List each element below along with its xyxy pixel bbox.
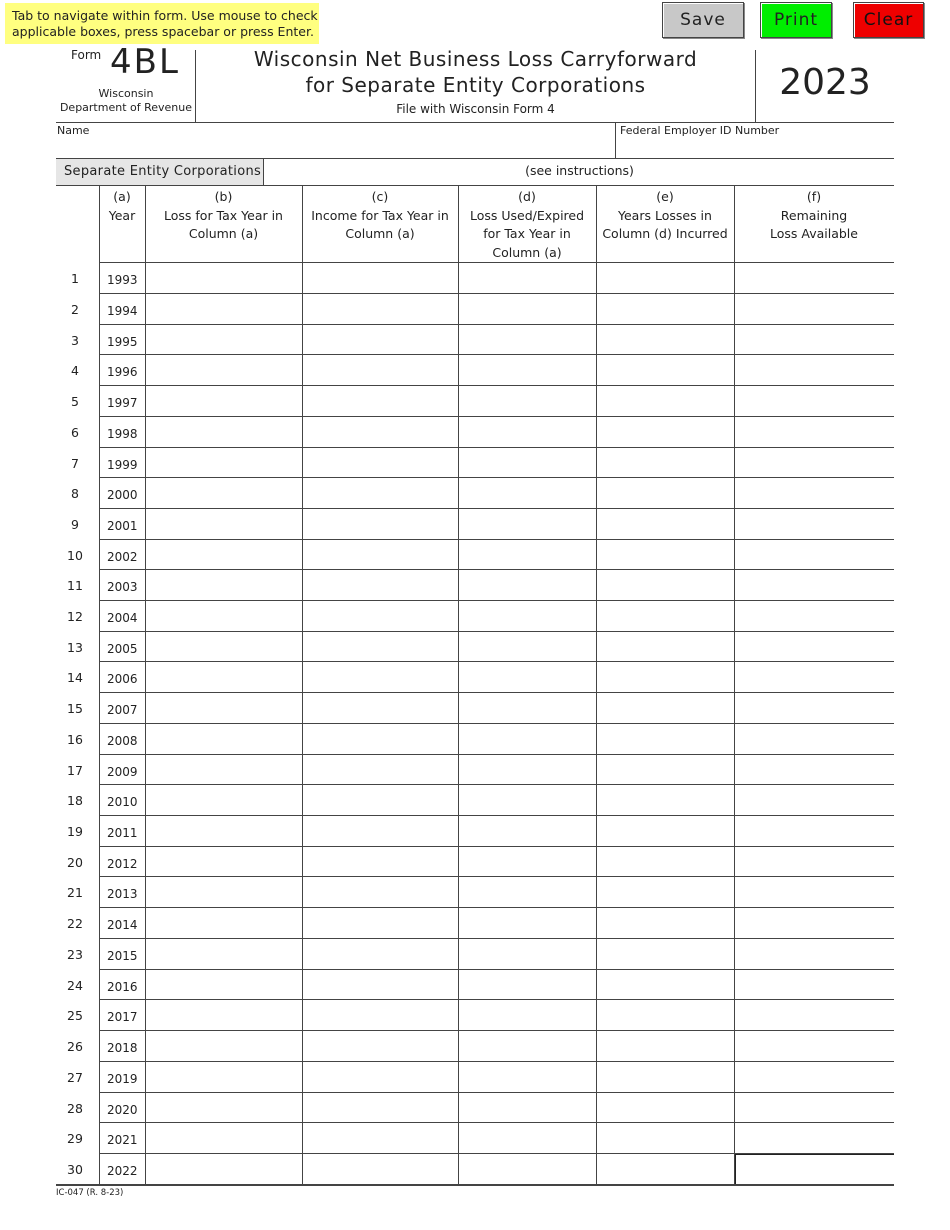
column-header-text: (e) [656, 189, 674, 204]
amount-field[interactable] [146, 816, 302, 846]
title-line-2: for Separate Entity Corporations [305, 73, 646, 97]
row-number: 7 [71, 456, 79, 471]
amount-field[interactable] [303, 540, 458, 569]
row-number: 23 [67, 947, 83, 962]
amount-field[interactable] [735, 1031, 894, 1061]
amount-field[interactable] [735, 570, 894, 600]
amount-field[interactable] [597, 601, 734, 631]
amount-field[interactable] [303, 478, 458, 508]
amount-field[interactable] [146, 847, 302, 876]
row-number: 17 [67, 763, 83, 778]
column-divider [99, 186, 100, 1185]
amount-field[interactable] [459, 785, 596, 815]
column-header-text: Column (a) [345, 226, 415, 241]
row-number: 6 [71, 425, 79, 440]
amount-field[interactable] [303, 724, 458, 754]
row-number: 25 [67, 1008, 83, 1023]
row-year: 2014 [107, 918, 138, 932]
amount-field[interactable] [597, 816, 734, 846]
amount-field[interactable] [597, 417, 734, 447]
amount-field[interactable] [459, 632, 596, 661]
tax-year: 2023 [779, 62, 871, 103]
amount-field[interactable] [597, 1031, 734, 1061]
row-number: 15 [67, 701, 83, 716]
amount-field[interactable] [735, 1000, 894, 1030]
column-header-text: (a) [113, 189, 131, 204]
row-year: 2013 [107, 887, 138, 901]
amount-field[interactable] [735, 1154, 894, 1184]
row-year: 2000 [107, 488, 138, 502]
amount-field[interactable] [597, 847, 734, 876]
row-number: 21 [67, 885, 83, 900]
amount-field[interactable] [597, 448, 734, 477]
amount-field[interactable] [459, 540, 596, 569]
amount-field[interactable] [303, 1062, 458, 1092]
amount-field[interactable] [597, 632, 734, 661]
amount-field[interactable] [735, 724, 894, 754]
amount-field[interactable] [303, 263, 458, 293]
fein-input[interactable] [618, 139, 898, 157]
amount-field[interactable] [597, 755, 734, 784]
column-header-text: (f) [806, 189, 822, 204]
amount-field[interactable] [459, 570, 596, 600]
amount-field[interactable] [303, 662, 458, 692]
column-header [458, 188, 596, 262]
column-header-text: Loss for Tax Year in [164, 207, 283, 223]
amount-field[interactable] [146, 662, 302, 692]
row-year: 2002 [107, 550, 138, 564]
amount-field[interactable] [597, 939, 734, 969]
amount-field[interactable] [459, 509, 596, 539]
amount-field[interactable] [459, 325, 596, 354]
amount-field[interactable] [735, 478, 894, 508]
amount-field[interactable] [459, 755, 596, 784]
column-header-text: Income for Tax Year in [311, 207, 449, 223]
row-number: 24 [67, 978, 83, 993]
row-year: 1997 [107, 396, 138, 410]
column-header [302, 188, 458, 244]
amount-field[interactable] [146, 1062, 302, 1092]
amount-field[interactable] [735, 448, 894, 477]
form-revision: IC-047 (R. 8-23) [56, 1188, 124, 1198]
column-header-text: Loss Used/Expired [469, 207, 585, 223]
amount-field[interactable] [735, 417, 894, 447]
amount-field[interactable] [597, 325, 734, 354]
row-number: 22 [67, 916, 83, 931]
amount-field[interactable] [597, 1154, 734, 1184]
row-number: 2 [71, 302, 79, 317]
rule [56, 185, 894, 186]
row-number: 13 [67, 640, 83, 655]
amount-field[interactable] [459, 939, 596, 969]
amount-field[interactable] [146, 755, 302, 784]
amount-field[interactable] [146, 263, 302, 293]
amount-field[interactable] [459, 1031, 596, 1061]
amount-field[interactable] [597, 478, 734, 508]
row-year: 1999 [107, 458, 138, 472]
amount-field[interactable] [146, 724, 302, 754]
amount-field[interactable] [735, 1123, 894, 1153]
form-subtitle: File with Wisconsin Form 4 [396, 102, 555, 116]
row-year: 2021 [107, 1133, 138, 1147]
column-header-text: for Tax Year in [483, 226, 571, 241]
row-divider [56, 1184, 894, 1186]
row-year: 2009 [107, 765, 138, 779]
amount-field[interactable] [146, 540, 302, 569]
column-header-text: Column (a) [492, 244, 562, 260]
row-year: 2004 [107, 611, 138, 625]
amount-field[interactable] [459, 601, 596, 631]
amount-field[interactable] [597, 693, 734, 723]
amount-field[interactable] [303, 908, 458, 938]
amount-field[interactable] [459, 386, 596, 416]
amount-field[interactable] [735, 325, 894, 354]
row-year: 2006 [107, 672, 138, 686]
amount-field[interactable] [303, 1031, 458, 1061]
amount-field[interactable] [146, 1031, 302, 1061]
row-number: 29 [67, 1131, 83, 1146]
amount-field[interactable] [735, 755, 894, 784]
row-number: 10 [67, 548, 83, 563]
amount-field[interactable] [597, 877, 734, 907]
column-header-text: Column (a) [188, 226, 259, 241]
amount-field[interactable] [459, 877, 596, 907]
row-year: 2012 [107, 857, 138, 871]
amount-field[interactable] [303, 939, 458, 969]
amount-field[interactable] [735, 908, 894, 938]
amount-field[interactable] [597, 540, 734, 569]
amount-field[interactable] [146, 970, 302, 999]
amount-field[interactable] [735, 662, 894, 692]
row-year: 2011 [107, 826, 138, 840]
amount-field[interactable] [146, 601, 302, 631]
row-year: 1996 [107, 365, 138, 379]
amount-field[interactable] [146, 417, 302, 447]
row-number: 18 [67, 793, 83, 808]
amount-field[interactable] [146, 570, 302, 600]
amount-field[interactable] [303, 1154, 458, 1184]
amount-field[interactable] [735, 540, 894, 569]
amount-field[interactable] [735, 877, 894, 907]
amount-field[interactable] [735, 632, 894, 661]
amount-field[interactable] [459, 1062, 596, 1092]
amount-field[interactable] [146, 785, 302, 815]
amount-field[interactable] [303, 877, 458, 907]
amount-field[interactable] [459, 355, 596, 385]
amount-field[interactable] [597, 785, 734, 815]
amount-field[interactable] [735, 294, 894, 324]
fein-label: Federal Employer ID Number [620, 124, 780, 137]
amount-field[interactable] [735, 785, 894, 815]
amount-field[interactable] [735, 1093, 894, 1122]
name-input[interactable] [58, 139, 618, 157]
amount-field[interactable] [597, 970, 734, 999]
amount-field[interactable] [303, 294, 458, 324]
amount-field[interactable] [459, 1154, 596, 1184]
amount-field[interactable] [303, 816, 458, 846]
row-number: 3 [71, 333, 79, 348]
amount-field[interactable] [303, 755, 458, 784]
row-number: 26 [67, 1039, 83, 1054]
amount-field[interactable] [597, 1123, 734, 1153]
row-year: 2003 [107, 580, 138, 594]
section-tag: Separate Entity Corporations [56, 159, 264, 185]
amount-field[interactable] [303, 601, 458, 631]
amount-field[interactable] [146, 1123, 302, 1153]
row-year: 1994 [107, 304, 138, 318]
amount-field[interactable] [597, 1000, 734, 1030]
amount-field[interactable] [735, 263, 894, 293]
row-year: 2017 [107, 1010, 138, 1024]
title-line-1: Wisconsin Net Business Loss Carryforward [253, 47, 698, 71]
amount-field[interactable] [146, 632, 302, 661]
amount-field[interactable] [146, 509, 302, 539]
row-number: 1 [71, 271, 79, 286]
amount-field[interactable] [146, 939, 302, 969]
agency-block [56, 87, 196, 115]
row-year: 2019 [107, 1072, 138, 1086]
amount-field[interactable] [303, 509, 458, 539]
row-year: 2001 [107, 519, 138, 533]
row-year: 2007 [107, 703, 138, 717]
amount-field[interactable] [146, 355, 302, 385]
row-number: 20 [67, 855, 83, 870]
row-number: 30 [67, 1162, 83, 1177]
amount-field[interactable] [735, 355, 894, 385]
amount-field[interactable] [303, 417, 458, 447]
amount-field[interactable] [303, 1093, 458, 1122]
amount-field[interactable] [459, 693, 596, 723]
amount-field[interactable] [735, 939, 894, 969]
row-number: 4 [71, 363, 79, 378]
form-label: Form [71, 48, 102, 62]
amount-field[interactable] [459, 1000, 596, 1030]
name-label: Name [57, 124, 90, 137]
amount-field[interactable] [303, 785, 458, 815]
row-number: 28 [67, 1101, 83, 1116]
amount-field[interactable] [597, 355, 734, 385]
row-year: 1993 [107, 273, 138, 287]
amount-field[interactable] [459, 1123, 596, 1153]
amount-field[interactable] [597, 509, 734, 539]
amount-field[interactable] [597, 570, 734, 600]
amount-field[interactable] [303, 386, 458, 416]
amount-field[interactable] [735, 1062, 894, 1092]
amount-field[interactable] [146, 478, 302, 508]
column-header-text: (d) [518, 189, 536, 204]
amount-field[interactable] [597, 1062, 734, 1092]
amount-field[interactable] [459, 816, 596, 846]
column-header-text: (b) [214, 189, 233, 204]
amount-field[interactable] [146, 294, 302, 324]
row-number: 14 [67, 670, 83, 685]
row-number: 11 [67, 578, 83, 593]
section-note: (see instructions) [525, 163, 634, 178]
amount-field[interactable] [303, 355, 458, 385]
amount-field[interactable] [146, 877, 302, 907]
row-year: 1995 [107, 335, 138, 349]
amount-field[interactable] [303, 325, 458, 354]
amount-field[interactable] [303, 570, 458, 600]
row-year: 2022 [107, 1164, 138, 1178]
row-year: 2016 [107, 980, 138, 994]
column-header-text: (c) [371, 189, 389, 204]
row-year: 2010 [107, 795, 138, 809]
amount-field[interactable] [459, 662, 596, 692]
amount-field[interactable] [303, 1123, 458, 1153]
row-number: 16 [67, 732, 83, 747]
column-header [145, 188, 302, 244]
amount-field[interactable] [146, 1093, 302, 1122]
amount-field[interactable] [303, 970, 458, 999]
amount-field[interactable] [146, 693, 302, 723]
amount-field[interactable] [735, 509, 894, 539]
row-year: 2020 [107, 1103, 138, 1117]
amount-field[interactable] [597, 908, 734, 938]
amount-field[interactable] [303, 847, 458, 876]
column-header [734, 188, 894, 244]
column-header-text: Loss Available [770, 226, 858, 241]
column-header-text: Years Losses in [618, 207, 712, 223]
row-number: 19 [67, 824, 83, 839]
amount-field[interactable] [146, 908, 302, 938]
navigation-hint: Tab to navigate within form. Use mouse to check applicable boxes, press spacebar or press Enter. [5, 3, 319, 44]
amount-field[interactable] [459, 448, 596, 477]
amount-field[interactable] [597, 1093, 734, 1122]
department-name: Department of Revenue [59, 101, 193, 114]
amount-field[interactable] [597, 724, 734, 754]
amount-field[interactable] [735, 970, 894, 999]
amount-field[interactable] [735, 601, 894, 631]
column-header-text: Year [108, 207, 136, 223]
amount-field[interactable] [597, 263, 734, 293]
amount-field[interactable] [459, 478, 596, 508]
amount-field[interactable] [597, 662, 734, 692]
amount-field[interactable] [303, 632, 458, 661]
amount-field[interactable] [735, 693, 894, 723]
amount-field[interactable] [459, 847, 596, 876]
row-number: 9 [71, 517, 79, 532]
amount-field[interactable] [597, 294, 734, 324]
amount-field[interactable] [146, 1000, 302, 1030]
divider [615, 122, 616, 158]
save-button[interactable]: Save [662, 2, 744, 38]
amount-field[interactable] [597, 386, 734, 416]
row-year: 2005 [107, 642, 138, 656]
amount-field[interactable] [735, 816, 894, 846]
amount-field[interactable] [146, 325, 302, 354]
column-header-text: Remaining [780, 207, 848, 223]
row-number: 5 [71, 394, 79, 409]
column-header-text: Column (d) Incurred [602, 226, 728, 241]
amount-field[interactable] [146, 1154, 302, 1184]
row-number: 8 [71, 486, 79, 501]
amount-field[interactable] [735, 847, 894, 876]
amount-field[interactable] [303, 693, 458, 723]
state-name: Wisconsin [98, 87, 154, 100]
amount-field[interactable] [459, 417, 596, 447]
amount-field[interactable] [146, 448, 302, 477]
form-title [196, 46, 755, 98]
row-number: 27 [67, 1070, 83, 1085]
amount-field[interactable] [459, 970, 596, 999]
row-year: 1998 [107, 427, 138, 441]
amount-field[interactable] [459, 263, 596, 293]
form-number: 4BL [110, 42, 180, 82]
amount-field[interactable] [303, 448, 458, 477]
amount-field[interactable] [459, 724, 596, 754]
rule [56, 122, 894, 123]
row-year: 2015 [107, 949, 138, 963]
amount-field[interactable] [459, 908, 596, 938]
row-number: 12 [67, 609, 83, 624]
row-year: 2018 [107, 1041, 138, 1055]
print-button[interactable]: Print [760, 2, 832, 38]
amount-field[interactable] [459, 294, 596, 324]
amount-field[interactable] [459, 1093, 596, 1122]
clear-button[interactable]: Clear [853, 2, 924, 38]
column-header [99, 188, 145, 225]
row-year: 2008 [107, 734, 138, 748]
amount-field[interactable] [735, 386, 894, 416]
column-header [596, 188, 734, 244]
amount-field[interactable] [303, 1000, 458, 1030]
amount-field[interactable] [146, 386, 302, 416]
